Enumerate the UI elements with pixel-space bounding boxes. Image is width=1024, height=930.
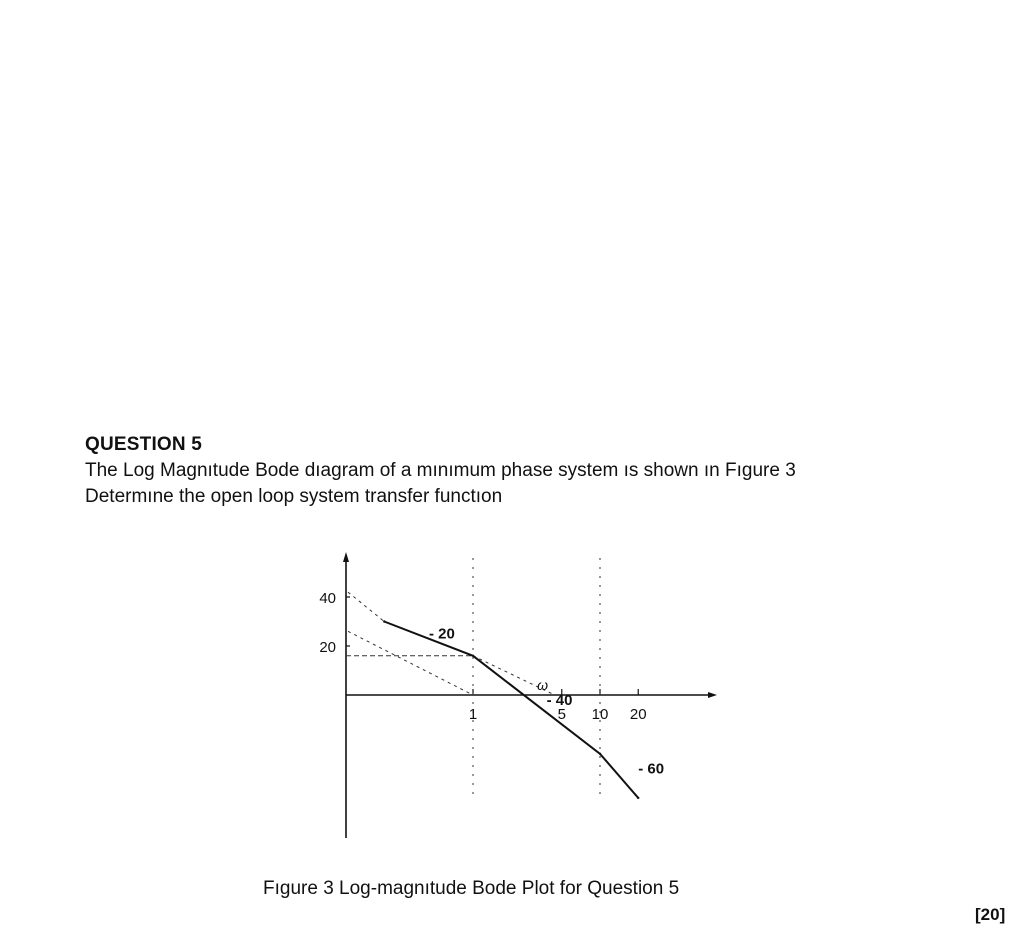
- y-tick-label: 40: [319, 590, 336, 607]
- x-tick-label: 10: [591, 706, 609, 723]
- x-tick-label: 5: [557, 706, 566, 723]
- question-title: QUESTION 5: [85, 434, 203, 455]
- crossover-frequency-label: ω: [537, 677, 549, 694]
- x-tick-label: 20: [629, 706, 647, 723]
- x-axis-arrow: [708, 692, 717, 698]
- slope-annotation: - 60: [638, 760, 665, 778]
- magnitude-breakpoint: [637, 797, 639, 799]
- y-tick-label: 20: [319, 639, 336, 656]
- plot-labels: [319, 590, 664, 777]
- magnitude-breakpoint: [472, 655, 474, 657]
- question-marks: [20]: [975, 905, 1006, 924]
- figure-caption: Fıgure 3 Log-magnıtude Bode Plot for Question 5: [263, 878, 680, 899]
- plot-guides: [346, 558, 600, 795]
- x-tick-label: 1: [468, 706, 478, 723]
- slope-annotation: - 40: [546, 691, 573, 709]
- y-axis-arrow: [343, 552, 349, 562]
- asymptote-extension: [348, 592, 384, 621]
- magnitude-breakpoint: [383, 620, 385, 622]
- magnitude-breakpoint: [599, 753, 601, 755]
- question-text-line-2: Determıne the open loop system transfer functıon: [85, 486, 503, 507]
- question-text-line-1: The Log Magnıtude Bode dıagram of a mınımum phase system ıs shown ın Fıgure 3: [85, 460, 796, 481]
- plot-axes: [343, 552, 717, 838]
- slope-annotation: - 20: [428, 625, 455, 643]
